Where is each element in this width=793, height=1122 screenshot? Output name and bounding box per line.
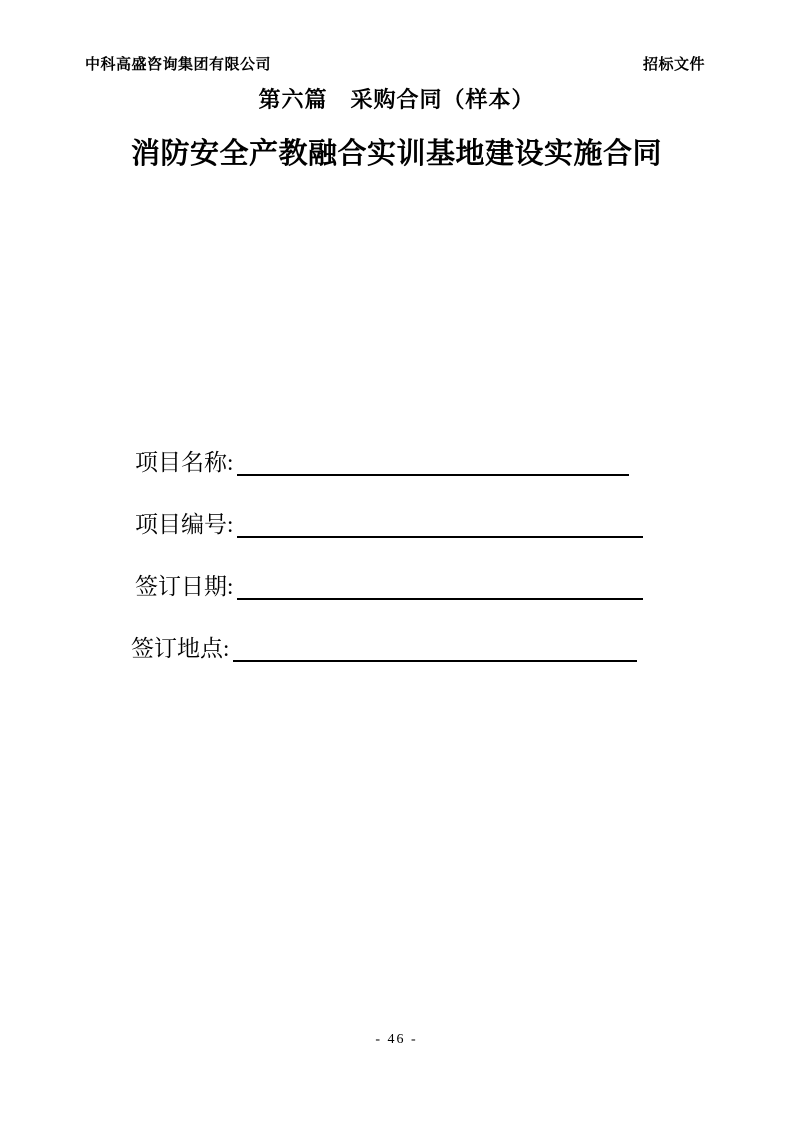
project-name-label: 项目名称:	[135, 450, 234, 475]
signing-place-label: 签订地点:	[131, 636, 230, 661]
project-number-fill-line[interactable]	[237, 512, 643, 538]
contract-title: 消防安全产教融合实训基地建设实施合同	[130, 138, 662, 170]
project-number-label: 项目编号:	[135, 512, 234, 537]
header-doc-label: 招标文件	[642, 57, 705, 73]
field-row-signing-date	[135, 570, 643, 600]
project-name-fill-line[interactable]	[237, 450, 629, 476]
signing-date-label: 签订日期:	[135, 574, 234, 599]
page-header	[85, 53, 705, 74]
field-row-signing-place	[131, 632, 643, 662]
field-row-project-number	[135, 508, 643, 538]
signing-place-fill-line[interactable]	[233, 636, 637, 662]
header-company-name: 中科高盛咨询集团有限公司	[85, 57, 272, 73]
signing-date-fill-line[interactable]	[237, 574, 643, 600]
section-heading: 第六篇 采购合同（样本）	[258, 87, 535, 112]
page-number: - 46 -	[375, 1032, 418, 1047]
contract-fill-in-form	[131, 446, 643, 694]
field-row-project-name	[135, 446, 643, 476]
